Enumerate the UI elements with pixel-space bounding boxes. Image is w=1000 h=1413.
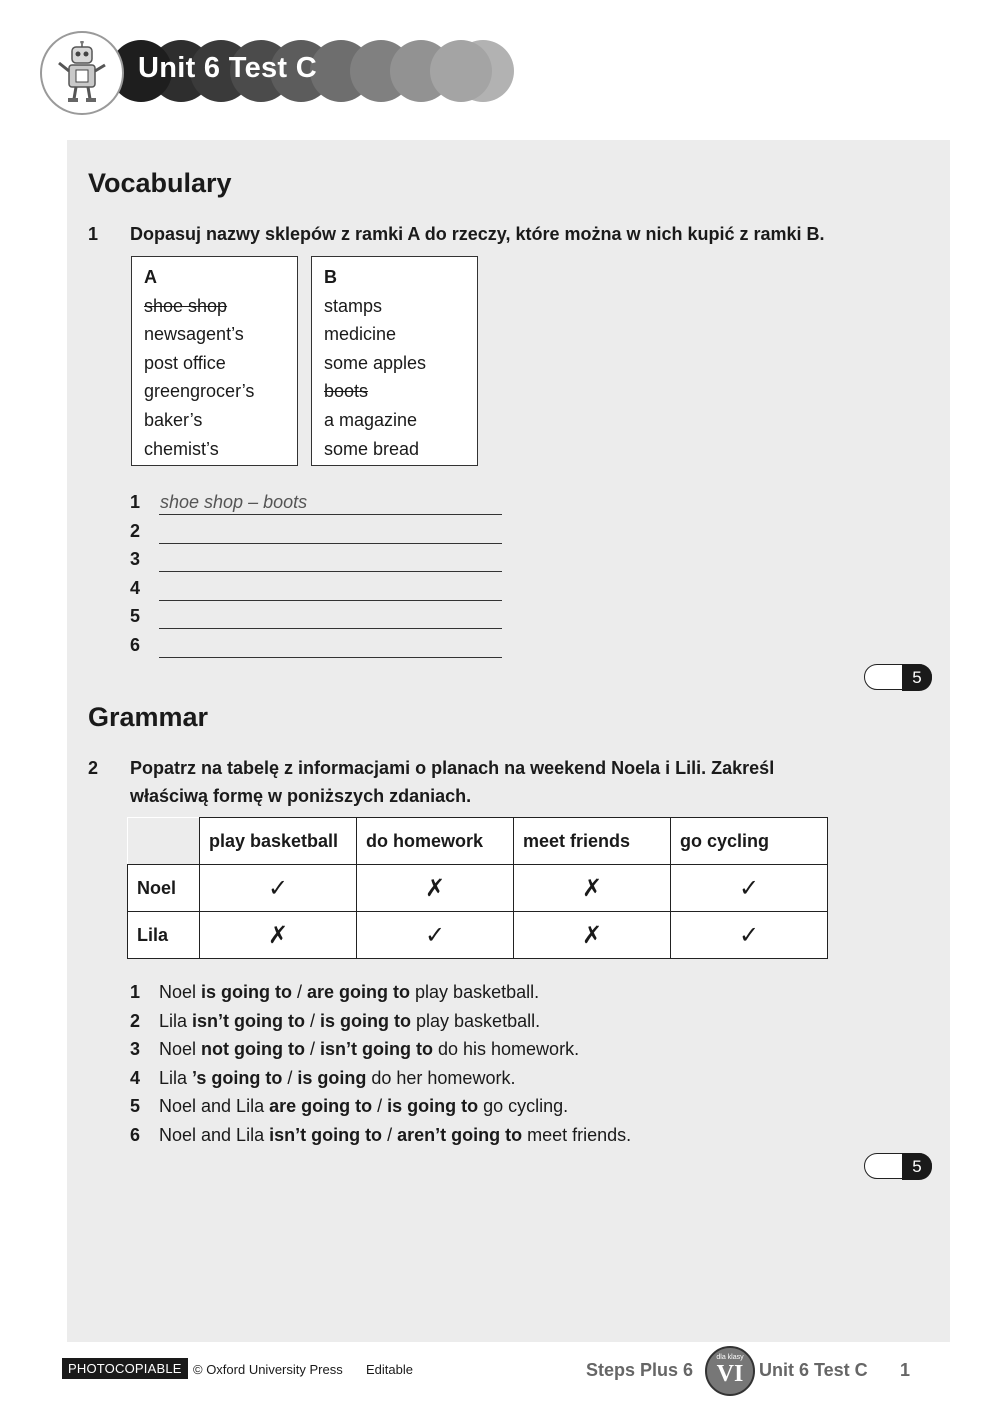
- sentence-start: Lila: [159, 1011, 193, 1031]
- sentence-text: [159, 1125, 631, 1146]
- section-title-grammar: Grammar: [88, 702, 209, 732]
- box-item: a magazine: [324, 409, 418, 430]
- box-heading: A: [144, 267, 157, 287]
- sentence-end: play basketball.: [410, 982, 540, 1002]
- check-mark: ✓: [671, 912, 828, 959]
- sentence-number: 3: [130, 1039, 141, 1059]
- option-1[interactable]: not going to: [201, 1039, 305, 1059]
- cross-mark: ✗: [514, 912, 671, 959]
- photocopiable-label: PHOTOCOPIABLE: [62, 1358, 188, 1379]
- instruction-line: właściwą formę w poniższych zdaniach.: [130, 786, 472, 806]
- sentence-end: go cycling.: [478, 1096, 569, 1116]
- sentence-start: Lila: [159, 1068, 193, 1088]
- answer-row[interactable]: [130, 547, 510, 575]
- sentence-number: 2: [130, 1011, 141, 1031]
- option-2[interactable]: isn’t going to: [320, 1039, 433, 1059]
- answer-number: 5: [130, 606, 141, 626]
- sentence-start: Noel: [159, 982, 202, 1002]
- sentence-end: meet friends.: [522, 1125, 632, 1145]
- sentence-end: play basketball.: [411, 1011, 541, 1031]
- check-mark: ✓: [200, 865, 357, 912]
- option-separator: /: [382, 1125, 398, 1145]
- table-header-row: [128, 818, 828, 865]
- cross-mark: ✗: [357, 865, 514, 912]
- row-name: Noel: [128, 865, 200, 912]
- option-1[interactable]: ’s going to: [192, 1068, 283, 1088]
- answer-number: 2: [130, 521, 141, 541]
- answer-number: 6: [130, 635, 141, 655]
- box-item: shoe shop: [144, 295, 228, 316]
- sentence-number: 1: [130, 982, 141, 1002]
- answer-line[interactable]: [159, 514, 502, 515]
- question-instruction: [130, 754, 774, 810]
- max-score: 5: [902, 664, 932, 691]
- page-title: Unit 6 Test C: [138, 52, 317, 84]
- option-2[interactable]: is going to: [387, 1096, 479, 1116]
- box-item: greengrocer’s: [144, 381, 255, 402]
- sentence-number: 6: [130, 1125, 141, 1145]
- copyright-text: © Oxford University Press: [193, 1362, 343, 1377]
- answer-row[interactable]: [130, 633, 510, 661]
- word-box-b: [311, 256, 478, 466]
- check-mark: ✓: [357, 912, 514, 959]
- box-item: stamps: [324, 295, 383, 316]
- cross-mark: ✗: [514, 865, 671, 912]
- table-row: [128, 865, 828, 912]
- answer-row[interactable]: [130, 604, 510, 632]
- footer-unit: Unit 6 Test C: [759, 1360, 868, 1380]
- option-2[interactable]: is going to: [320, 1011, 412, 1031]
- box-heading: B: [324, 267, 337, 287]
- option-1[interactable]: isn’t going to: [192, 1011, 306, 1031]
- question-number: 1: [88, 224, 99, 244]
- column-header: do homework: [357, 818, 514, 865]
- page-footer: [0, 1350, 1000, 1400]
- column-header: go cycling: [671, 818, 828, 865]
- answer-line[interactable]: [159, 628, 502, 629]
- box-item: boots: [324, 381, 369, 402]
- sentence-start: Noel: [159, 1039, 202, 1059]
- max-score: 5: [902, 1153, 932, 1180]
- option-separator: /: [292, 982, 308, 1002]
- plans-table: [127, 817, 828, 959]
- sentence-text: [159, 1068, 515, 1089]
- sentence-number: 5: [130, 1096, 141, 1116]
- answer-line[interactable]: [159, 657, 502, 658]
- table-row: [128, 912, 828, 959]
- answer-number: 1: [130, 492, 141, 512]
- option-separator: /: [372, 1096, 388, 1116]
- row-name: Lila: [128, 912, 200, 959]
- answer-row[interactable]: [130, 519, 510, 547]
- box-item: some bread: [324, 438, 420, 459]
- instruction-line: Popatrz na tabelę z informacjami o planach na weekend Noela i Lili. Zakreśl: [130, 758, 775, 778]
- box-item: chemist’s: [144, 438, 219, 459]
- option-1[interactable]: isn’t going to: [269, 1125, 383, 1145]
- sentence-end: do his homework.: [433, 1039, 580, 1059]
- option-separator: /: [305, 1011, 321, 1031]
- badge-small-text: dla klasy: [716, 1354, 744, 1361]
- question-number: 2: [88, 758, 99, 778]
- option-separator: /: [305, 1039, 321, 1059]
- option-1[interactable]: is going to: [201, 982, 293, 1002]
- sentence-end: do her homework.: [366, 1068, 516, 1088]
- option-separator: /: [282, 1068, 298, 1088]
- question-instruction: Dopasuj nazwy sklepów z ramki A do rzeczy, które można w nich kupić z ramki B.: [130, 224, 825, 244]
- answer-row[interactable]: [130, 490, 510, 518]
- box-item: post office: [144, 352, 226, 373]
- page-number: 1: [900, 1360, 911, 1380]
- check-mark: ✓: [671, 865, 828, 912]
- header-bubble: [430, 40, 492, 102]
- editable-label: Editable: [366, 1362, 413, 1377]
- sentence-text: [159, 1039, 579, 1060]
- section-title-vocabulary: Vocabulary: [88, 168, 232, 198]
- column-header: meet friends: [514, 818, 671, 865]
- sentence-text: [159, 1096, 568, 1117]
- box-item: medicine: [324, 324, 397, 345]
- sentence-text: [159, 1011, 540, 1032]
- answer-number: 3: [130, 549, 141, 569]
- robot-logo-icon: [40, 31, 124, 115]
- answer-line[interactable]: [159, 571, 502, 572]
- sentence-text: [159, 982, 539, 1003]
- box-item: newsagent’s: [144, 324, 244, 345]
- page-header: [40, 28, 520, 118]
- cross-mark: ✗: [200, 912, 357, 959]
- column-header: play basketball: [200, 818, 357, 865]
- series-name: Steps Plus 6: [586, 1360, 694, 1380]
- sentence-start: Noel and Lila: [159, 1125, 270, 1145]
- option-2[interactable]: aren’t going to: [397, 1125, 523, 1145]
- answer-number: 4: [130, 578, 141, 598]
- answer-row[interactable]: [130, 576, 510, 604]
- option-2[interactable]: is going: [297, 1068, 367, 1088]
- example-answer: shoe shop – boots: [160, 492, 308, 512]
- word-box-a: [131, 256, 298, 466]
- box-item: some apples: [324, 352, 427, 373]
- answer-line[interactable]: [159, 600, 502, 601]
- answer-line[interactable]: [159, 543, 502, 544]
- option-1[interactable]: are going to: [269, 1096, 373, 1116]
- score-box-grammar[interactable]: [864, 1153, 932, 1179]
- grade-badge-icon: [705, 1346, 755, 1396]
- badge-grade: VI: [716, 1361, 744, 1387]
- table-corner: [128, 818, 200, 865]
- sentence-number: 4: [130, 1068, 141, 1088]
- box-item: baker’s: [144, 409, 203, 430]
- sentence-start: Noel and Lila: [159, 1096, 270, 1116]
- score-box-vocabulary[interactable]: [864, 664, 932, 690]
- option-2[interactable]: are going to: [307, 982, 411, 1002]
